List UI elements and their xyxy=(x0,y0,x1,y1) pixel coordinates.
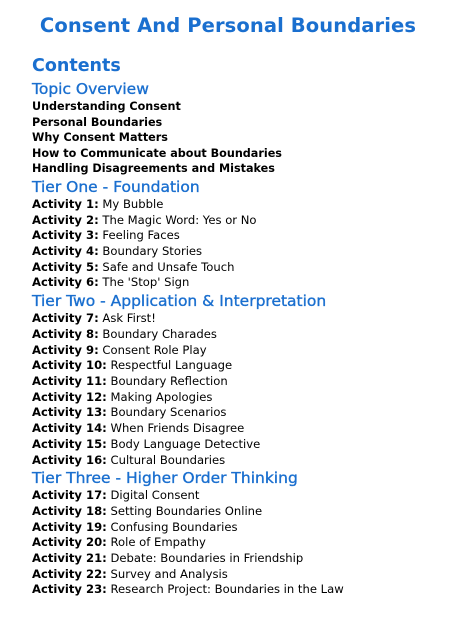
activity-number: Activity 18: xyxy=(32,503,107,518)
activity-name: Debate: Boundaries in Friendship xyxy=(110,551,304,566)
activity-name: The Magic Word: Yes or No xyxy=(102,212,257,227)
activity-number: Activity 9: xyxy=(32,342,99,357)
activity-name: Body Language Detective xyxy=(110,436,261,451)
activity-name: Cultural Boundaries xyxy=(110,452,226,467)
activity-name: Boundary Stories xyxy=(102,244,203,259)
activity-name: Respectful Language xyxy=(110,358,233,373)
activity-name: Consent Role Play xyxy=(102,342,207,357)
activity-number: Activity 8: xyxy=(32,326,99,341)
activity-name: Role of Empathy xyxy=(110,535,206,550)
activity-item xyxy=(32,275,447,291)
tier-two-activity-list xyxy=(32,311,447,468)
activity-item xyxy=(32,327,447,343)
activity-item xyxy=(32,437,447,453)
table-of-contents xyxy=(32,55,447,598)
activity-name: Research Project: Boundaries in the Law xyxy=(110,582,344,597)
topic-item: Why Consent Matters xyxy=(32,131,168,145)
topic-overview-list xyxy=(32,99,447,177)
activity-item xyxy=(32,343,447,359)
activity-number: Activity 3: xyxy=(32,228,99,243)
activity-number: Activity 21: xyxy=(32,551,107,566)
activity-item xyxy=(32,358,447,374)
activity-item xyxy=(32,311,447,327)
activity-item xyxy=(32,390,447,406)
activity-item xyxy=(32,374,447,390)
activity-item xyxy=(32,197,447,213)
document-title: Consent And Personal Boundaries xyxy=(39,14,417,37)
activity-number: Activity 17: xyxy=(32,488,107,503)
activity-number: Activity 16: xyxy=(32,452,107,467)
activity-number: Activity 22: xyxy=(32,566,107,581)
tier-three-heading: Tier Three - Higher Order Thinking xyxy=(32,469,298,488)
activity-name: Ask First! xyxy=(102,311,156,326)
activity-item xyxy=(32,453,447,469)
activity-number: Activity 15: xyxy=(32,436,107,451)
activity-item xyxy=(32,504,447,520)
topic-item: Personal Boundaries xyxy=(32,115,163,129)
topic-item: Understanding Consent xyxy=(32,100,181,113)
activity-number: Activity 7: xyxy=(32,311,99,326)
activity-item xyxy=(32,567,447,583)
activity-number: Activity 4: xyxy=(32,244,99,259)
activity-item xyxy=(32,421,447,437)
topic-overview-heading: Topic Overview xyxy=(32,80,149,98)
activity-item xyxy=(32,228,447,244)
activity-number: Activity 19: xyxy=(32,519,107,534)
activity-item xyxy=(32,520,447,536)
activity-name: Confusing Boundaries xyxy=(110,519,238,534)
activity-name: Safe and Unsafe Touch xyxy=(102,259,235,274)
tier-two-heading: Tier Two - Application & Interpretation xyxy=(32,292,327,311)
activity-number: Activity 2: xyxy=(32,212,99,227)
activity-name: Boundary Scenarios xyxy=(110,405,227,420)
activity-name: The 'Stop' Sign xyxy=(102,275,190,290)
activity-item xyxy=(32,488,447,504)
activity-number: Activity 23: xyxy=(32,582,107,597)
activity-name: Survey and Analysis xyxy=(110,566,228,581)
topic-item: Handling Disagreements and Mistakes xyxy=(32,162,275,176)
contents-heading: Contents xyxy=(32,56,121,76)
activity-item xyxy=(32,213,447,229)
topic-item: How to Communicate about Boundaries xyxy=(32,146,282,160)
activity-number: Activity 20: xyxy=(32,535,107,550)
activity-name: Setting Boundaries Online xyxy=(110,503,263,518)
activity-name: Boundary Reflection xyxy=(110,374,228,388)
activity-number: Activity 5: xyxy=(32,259,99,274)
activity-number: Activity 10: xyxy=(32,358,107,373)
activity-number: Activity 6: xyxy=(32,275,99,290)
activity-name: My Bubble xyxy=(102,196,164,211)
activity-name: Making Apologies xyxy=(110,389,213,404)
activity-item xyxy=(32,535,447,551)
activity-number: Activity 14: xyxy=(32,421,107,436)
activity-item xyxy=(32,260,447,276)
tier-one-activity-list xyxy=(32,197,447,291)
activity-item xyxy=(32,551,447,567)
activity-item xyxy=(32,244,447,260)
activity-name: Digital Consent xyxy=(110,488,200,503)
activity-name: Feeling Faces xyxy=(102,228,180,243)
activity-number: Activity 1: xyxy=(32,196,99,211)
activity-number: Activity 11: xyxy=(32,374,107,388)
activity-number: Activity 12: xyxy=(32,389,107,404)
activity-item xyxy=(32,405,447,421)
tier-three-activity-list xyxy=(32,488,447,598)
tier-one-heading: Tier One - Foundation xyxy=(32,177,200,196)
activity-name: When Friends Disagree xyxy=(110,421,245,436)
activity-item xyxy=(32,582,447,598)
activity-number: Activity 13: xyxy=(32,405,107,420)
activity-name: Boundary Charades xyxy=(102,326,217,341)
